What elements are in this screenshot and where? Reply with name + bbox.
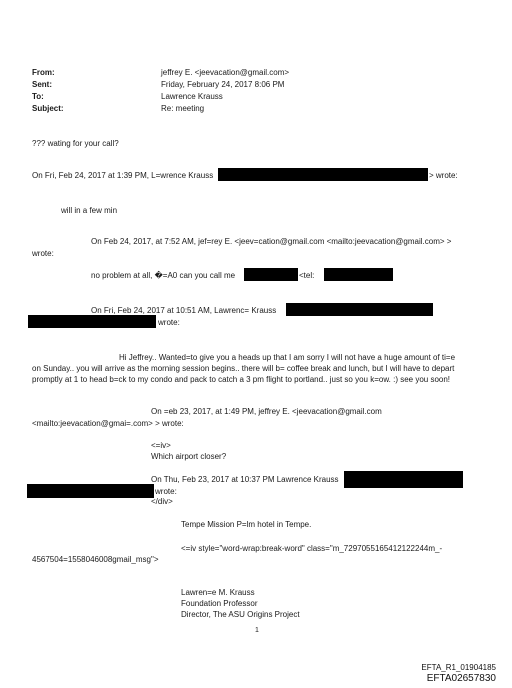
quote3-paragraph-3: promptly at 1 to head b=ck to my condo and pack to catch a 3 pm flight to portland.. just so you k=ow. :) see you soon! xyxy=(32,375,451,384)
quote3-wrote: wrote: xyxy=(158,318,180,327)
quote5-div-close: </div> xyxy=(151,497,173,506)
to-value: Lawrence Krauss xyxy=(161,92,223,101)
quote3-paragraph-1: Hi Jeffrey.. Wanted=to give you a heads up that I am sorry I will not have a huge amount of ti=e xyxy=(119,353,456,362)
to-label: To: xyxy=(32,92,44,101)
quote1-wrote: > wrote: xyxy=(429,171,458,180)
from-value: jeffrey E. <jeevacation@gmail.com> xyxy=(161,68,290,77)
quote2-wrote: wrote: xyxy=(32,249,54,258)
from-label: From: xyxy=(32,68,55,77)
quote1-intro: On Fri, Feb 24, 2017 at 1:39 PM, L=wrence Krauss xyxy=(32,171,214,180)
quote3-paragraph-2: on Sunday.. you will arrive as the morning session begins.. there will b= coffee break and lunch, but I will have to depart xyxy=(32,364,455,373)
quote2-text-b: <tel: xyxy=(299,271,315,280)
redaction-box xyxy=(324,268,393,281)
subject-label: Subject: xyxy=(32,104,64,113)
waiting-line: ??? wating for your call? xyxy=(32,139,119,148)
quote4-intro: On =eb 23, 2017, at 1:49 PM, jeffrey E. <jeevacation@gmail.com xyxy=(151,407,382,416)
redaction-box xyxy=(218,168,428,181)
quote5-wrote: wrote: xyxy=(155,487,177,496)
sent-value: Friday, February 24, 2017 8:06 PM xyxy=(161,80,285,89)
quote5-text: Tempe Mission P=lm hotel in Tempe. xyxy=(181,520,312,529)
quote2-text-a: no problem at all, �=A0 can you call me xyxy=(91,271,236,280)
quote5-intro: On Thu, Feb 23, 2017 at 10:37 PM Lawrence Krauss xyxy=(151,475,339,484)
quote4-div-tag: <=iv> xyxy=(151,441,171,450)
subject-value: Re: meeting xyxy=(161,104,205,113)
quote2-intro: On Feb 24, 2017, at 7:52 AM, jef=rey E. <jeev=cation@gmail.com <mailto:jeevacation@gmail.com> > xyxy=(91,237,452,246)
redaction-box xyxy=(28,315,156,328)
quote3-intro: On Fri, Feb 24, 2017 at 10:51 AM, Lawrenc= Krauss xyxy=(91,306,277,315)
quote4-text: Which airport closer? xyxy=(151,452,227,461)
redaction-box xyxy=(344,471,463,488)
bates-number-small: EFTA_R1_01904185 xyxy=(421,663,496,672)
quote1-text: will in a few min xyxy=(61,206,118,215)
bates-number-large: EFTA02657830 xyxy=(426,673,496,684)
sent-label: Sent: xyxy=(32,80,52,89)
signature-title-2: Director, The ASU Origins Project xyxy=(181,610,300,619)
quote5-div-style-2: 4567504=1558046008gmail_msg"> xyxy=(32,555,159,564)
redaction-box xyxy=(27,484,154,498)
signature-name: Lawren=e M. Krauss xyxy=(181,588,255,597)
redaction-box xyxy=(286,303,433,316)
signature-title-1: Foundation Professor xyxy=(181,599,258,608)
redaction-box xyxy=(244,268,298,281)
page-number: 1 xyxy=(255,627,259,634)
quote4-intro-2: <mailto:jeevacation@gmai=.com> > wrote: xyxy=(32,419,184,428)
quote5-div-style: <=iv style="word-wrap:break-word" class="m_7297055165412122244m_- xyxy=(181,544,443,553)
